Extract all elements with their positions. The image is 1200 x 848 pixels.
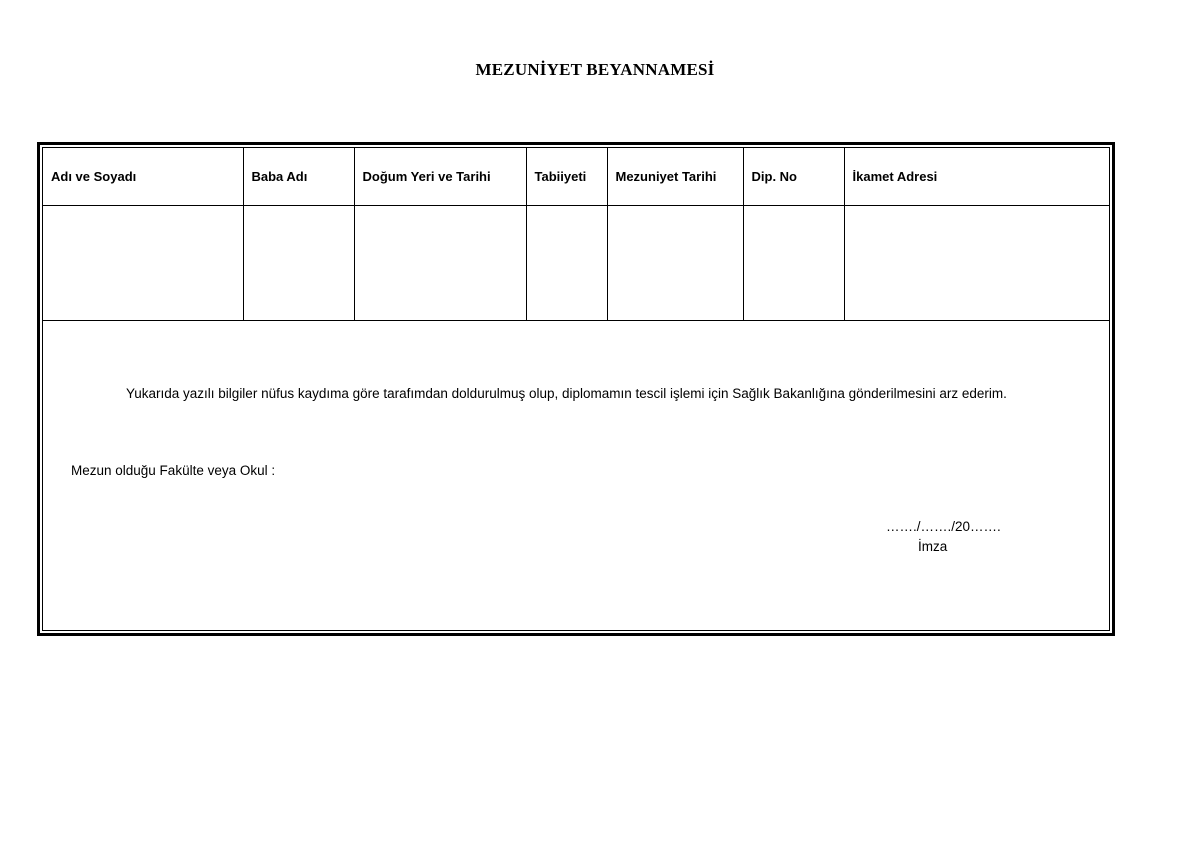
date-line: ……./……./20……. [886,519,1001,534]
header-full-name: Adı ve Soyadı [43,148,243,206]
cell-father-name[interactable] [243,206,354,321]
declaration-statement: Yukarıda yazılı bilgiler nüfus kaydıma göre tarafımdan doldurulmuş olup, diplomamın tescil işlemi için Sağlık Bakanlığına gönderilmesini arz ederim. [126,386,1007,401]
header-birth-place-date: Doğum Yeri ve Tarihi [354,148,526,206]
header-address: İkamet Adresi [844,148,1109,206]
form-inner-border [42,147,1110,631]
faculty-label: Mezun olduğu Fakülte veya Okul : [71,463,276,478]
cell-graduation-date[interactable] [607,206,743,321]
header-diploma-no: Dip. No [743,148,844,206]
declaration-form [37,142,1115,636]
header-father-name: Baba Adı [243,148,354,206]
table-row [43,206,1109,321]
cell-address[interactable] [844,206,1109,321]
graduate-info-table [43,148,1109,321]
cell-birth-place-date[interactable] [354,206,526,321]
signature-label: İmza [918,539,948,554]
cell-nationality[interactable] [526,206,607,321]
header-graduation-date: Mezuniyet Tarihi [607,148,743,206]
cell-full-name[interactable] [43,206,243,321]
cell-diploma-no[interactable] [743,206,844,321]
document-title: MEZUNİYET BEYANNAMESİ [475,60,715,79]
table-header-row [43,148,1109,206]
header-nationality: Tabiiyeti [526,148,607,206]
